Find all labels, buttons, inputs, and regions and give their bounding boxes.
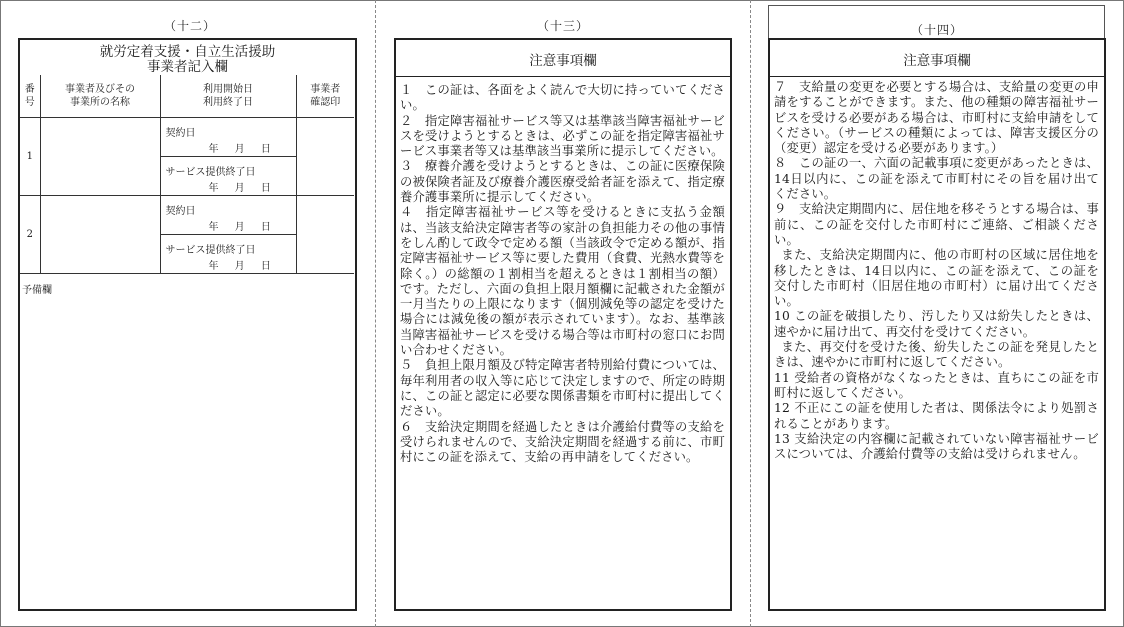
provider-entry-panel (18, 38, 357, 611)
note-item: また、再交付を受けた後、紛失したこの証を発見したときは、速やかに市町村に返してください。 (774, 340, 1099, 370)
note-item: ６ 支給決定期間を経過したときは介護給付費等の支給を受けられませんので、支給決定期間を経過する前に、市町村にこの証を添えて、支給の再申請をしてください。 (400, 419, 725, 465)
period-cell (160, 117, 296, 195)
note-item: ７ 支給量の変更を必要とする場合は、支給量の変更の申請をすることができます。また、他の種類の障害福祉サービスを受ける必要がある場合は、市町村に支給申請をしてください。（サービスの種類によっては、障害支援区分の（変更）認定を受ける必要があります。） (774, 80, 1099, 156)
note-item: ２ 指定障害福祉サービス等又は基準該当障害福祉サービスを受けようとするときは、必ずこの証を指定障害福祉サービス事業者等又は基準該当事業所に提示してください。 (400, 113, 725, 159)
title-divider (396, 76, 730, 77)
contract-date-label: 契約日 (165, 127, 196, 139)
fold-line-2 (750, 0, 751, 627)
note-item: ５ 負担上限月額及び特定障害者特別給付費については、毎年利用者の収入等に応じて決定しますので、所定の時期に、この証と認定に必要な関係書類を市町村に提出してください。 (400, 358, 725, 419)
row-number: 2 (20, 195, 40, 273)
contract-date-label: 契約日 (165, 205, 196, 217)
note-item: 12 不正にこの証を使用した者は、関係法令により処罰されることがあります。 (774, 401, 1099, 431)
notes-panel-13 (394, 38, 732, 611)
page-number-14: （十四） (910, 23, 963, 37)
note-item: 13 支給決定の内容欄に記載されていない障害福祉サービスについては、介護給付費等の支給は受けられません。 (774, 431, 1099, 462)
col-header-period: 利用開始日 利用終了日 (160, 75, 296, 117)
provider-name-field[interactable] (40, 117, 160, 195)
contract-date-field[interactable]: 年 月 日 (208, 221, 271, 233)
period-cell (160, 195, 296, 273)
stamp-field[interactable] (296, 195, 354, 273)
panel-title-line2: 事業者記入欄 (147, 59, 228, 75)
title-divider (770, 76, 1104, 77)
col-header-number: 番 号 (20, 75, 40, 117)
notes-title: 注意事項欄 (529, 53, 597, 69)
col-header-provider: 事業者及びその 事業所の名称 (40, 75, 160, 117)
note-item: また、支給決定期間内に、他の市町村の区域に居住地を移したときは、14日以内に、この証を添えて、この証を交付した市町村（旧居住地の市町村）に届け出てください。 (774, 248, 1099, 309)
notes-list (400, 83, 725, 465)
panel-title-line1: 就労定着支援・自立生活援助 (99, 44, 276, 60)
panel-top-border (768, 5, 1105, 6)
notes-list (774, 80, 1099, 462)
note-item: １ この証は、各面をよく読んで大切に持っていてください。 (400, 83, 725, 113)
table-row (20, 117, 354, 195)
panel-side-border (768, 5, 769, 39)
note-item: 10 この証を破損したり、汚したり又は紛失したときは、速やかに届け出て、再交付を受けてください。 (774, 309, 1099, 339)
remarks-label: 予備欄 (22, 285, 52, 296)
fold-line-1 (375, 0, 376, 627)
page-number-13: （十三） (536, 19, 589, 33)
note-item: 11 受給者の資格がなくなったときは、直ちにこの証を市町村に返してください。 (774, 370, 1099, 400)
notes-title: 注意事項欄 (903, 53, 971, 69)
contract-date-field[interactable]: 年 月 日 (208, 143, 271, 155)
notes-panel-14 (768, 38, 1106, 611)
note-item: ４ 指定障害福祉サービス等を受けるときに支払う金額は、当該支給決定障害者等の家計の負担能力その他の事情をしん酌して政令で定める額（当該政令で定める額が、指定障害福祉サービス等に要した費用（食費、光熱水費等を除く。）の総額の１割相当を超えるときは１割相当の額）です。ただし、六面の負担上限月額欄に記載された金額が一月当たりの上限になります（個別減免等の認定を受けた場合には減免後の額が表示されています）。なお、基準該当障害福祉サービスを受ける場合等は市町村の窓口にお問い合わせください。 (400, 205, 725, 358)
provider-table (20, 75, 354, 274)
service-end-field[interactable]: 年 月 日 (208, 260, 271, 272)
note-item: ３ 療養介護を受けようとするときは、この証に医療保険の被保険者証及び療養介護医療受給者証を添えて、指定療養介護事業所に提示してください。 (400, 159, 725, 205)
table-header-row (20, 75, 354, 117)
page-number-12: （十二） (163, 19, 216, 33)
provider-name-field[interactable] (40, 195, 160, 273)
stamp-field[interactable] (296, 117, 354, 195)
row-number: 1 (20, 117, 40, 195)
note-item: ８ この証の一、六面の記載事項に変更があったときは、14日以内に、この証を添えて市町村にその旨を届け出てください。 (774, 156, 1099, 202)
panel-side-border (1104, 5, 1105, 39)
service-end-label: サービス提供終了日 (165, 244, 256, 256)
note-item: ９ 支給決定期間内に、居住地を移そうとする場合は、事前に、この証を交付した市町村にご連絡、ご相談ください。 (774, 202, 1099, 247)
service-end-label: サービス提供終了日 (165, 166, 256, 178)
service-end-field[interactable]: 年 月 日 (208, 182, 271, 194)
col-header-stamp: 事業者 確認印 (296, 75, 354, 117)
table-row (20, 195, 354, 273)
